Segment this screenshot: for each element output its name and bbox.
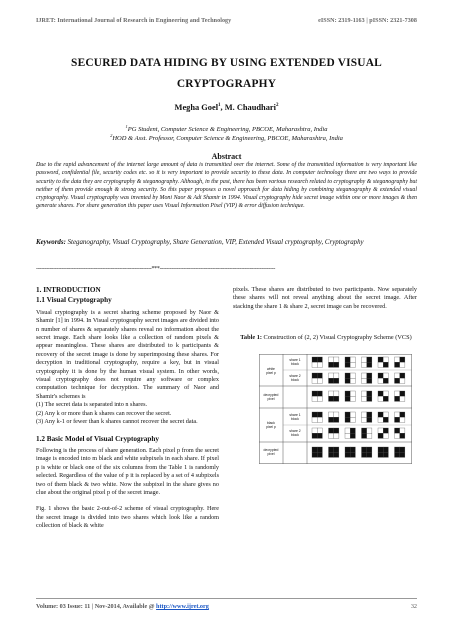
share1-block-top: block bbox=[291, 362, 299, 366]
subpixel bbox=[345, 362, 350, 367]
subpixel bbox=[395, 452, 400, 457]
section-separator: --------------------------------------------------------------------***-------------------------------------------------------------------- bbox=[36, 266, 276, 272]
subpixel bbox=[350, 391, 355, 396]
subpixel bbox=[312, 433, 317, 438]
subpixel bbox=[378, 428, 383, 433]
share2-label-bottom: share 2 bbox=[289, 429, 301, 433]
share1-label-bottom: share 1 bbox=[289, 413, 301, 417]
subpixel bbox=[334, 378, 339, 383]
subpixel bbox=[378, 433, 383, 438]
subpixel bbox=[350, 452, 355, 457]
vcs-table-figure bbox=[259, 354, 412, 464]
footer-rule bbox=[36, 598, 417, 599]
affiliation-1-sup: 1 bbox=[125, 124, 128, 129]
subpixel bbox=[383, 452, 388, 457]
subpixel bbox=[317, 452, 322, 457]
heading-basic-model: 1.2 Basic Model of Visual Cryptography bbox=[36, 434, 159, 443]
subpixel bbox=[312, 447, 317, 452]
subpixel bbox=[334, 391, 339, 396]
subpixel bbox=[312, 396, 317, 401]
abstract-heading: Abstract bbox=[211, 152, 242, 161]
subpixel bbox=[345, 428, 350, 433]
subpixel bbox=[334, 417, 339, 422]
subpixel bbox=[334, 433, 339, 438]
subpixel bbox=[317, 396, 322, 401]
subpixel bbox=[317, 417, 322, 422]
subpixel bbox=[367, 373, 372, 378]
subpixel bbox=[383, 447, 388, 452]
subpixel bbox=[383, 362, 388, 367]
paragraph-fig1: Fig. 1 shows the basic 2-out-of-2 scheme of visual cryptography. Here the secret image is divided into two shares which look like a random collection of black & white bbox=[36, 505, 219, 530]
subpixel bbox=[362, 433, 367, 438]
affiliation-1 bbox=[0, 124, 453, 133]
paper-title bbox=[40, 53, 413, 95]
share2-label-top: share 2 bbox=[289, 374, 301, 378]
title-line-2: CRYPTOGRAPHY bbox=[176, 78, 277, 90]
heading-visual-cryptography: 1.1 Visual Cryptography bbox=[36, 296, 112, 305]
subpixel bbox=[350, 433, 355, 438]
subpixel bbox=[334, 452, 339, 457]
author-2-sup: 2 bbox=[275, 103, 279, 109]
subpixel bbox=[334, 362, 339, 367]
black-pixel-label-2: pixel p bbox=[266, 425, 276, 429]
table-caption-text: Construction of (2, 2) Visual Cryptography Scheme (VCS) bbox=[261, 334, 412, 341]
subpixel bbox=[329, 433, 334, 438]
list-item-1: (1) The secret data is separated into n shares. bbox=[36, 401, 148, 409]
subpixel bbox=[367, 362, 372, 367]
subpixel bbox=[395, 391, 400, 396]
subpixel bbox=[378, 391, 383, 396]
subpixel bbox=[395, 373, 400, 378]
subpixel bbox=[362, 378, 367, 383]
subpixel bbox=[362, 452, 367, 457]
subpixel bbox=[400, 362, 405, 367]
subpixel bbox=[345, 357, 350, 362]
subpixel bbox=[345, 412, 350, 417]
table-caption-label: Table 1: bbox=[240, 334, 262, 341]
subpixel bbox=[350, 447, 355, 452]
subpixel bbox=[334, 412, 339, 417]
subpixel bbox=[329, 396, 334, 401]
subpixel bbox=[400, 396, 405, 401]
subpixel bbox=[317, 412, 322, 417]
subpixel bbox=[345, 452, 350, 457]
subpixel bbox=[383, 391, 388, 396]
subpixel bbox=[345, 417, 350, 422]
subpixel bbox=[317, 433, 322, 438]
subpixel bbox=[395, 396, 400, 401]
subpixel bbox=[378, 396, 383, 401]
subpixel bbox=[329, 373, 334, 378]
subpixel bbox=[362, 362, 367, 367]
subpixel bbox=[400, 433, 405, 438]
subpixel bbox=[329, 362, 334, 367]
subpixel bbox=[400, 428, 405, 433]
subpixel bbox=[378, 378, 383, 383]
subpixel bbox=[345, 373, 350, 378]
subpixel bbox=[395, 417, 400, 422]
author-1: Megha Goel bbox=[174, 103, 219, 112]
subpixel bbox=[317, 362, 322, 367]
paragraph-share-generation: Following is the process of share generation. Each pixel p from the secret image is encoded into m black and white subpixels in each share. If pixel p is white or black one of the six columns from the Table 1 is randomly selected. Regardless of the value of p it is replaced by a set of 4 subpixels two of them black & two white. Now the subpixel in the share gives no clue about the original pixel p of the secret image. bbox=[36, 446, 219, 496]
subpixel bbox=[312, 357, 317, 362]
subpixel bbox=[312, 417, 317, 422]
subpixel bbox=[362, 428, 367, 433]
subpixel bbox=[367, 357, 372, 362]
subpixel bbox=[395, 357, 400, 362]
subpixel bbox=[362, 373, 367, 378]
subpixel bbox=[362, 391, 367, 396]
subpixel bbox=[317, 428, 322, 433]
footer-volume: Volume: 03 Issue: 11 | Nov-2014, Available @ bbox=[36, 603, 157, 610]
subpixel bbox=[329, 428, 334, 433]
subpixel bbox=[400, 373, 405, 378]
keywords bbox=[36, 237, 417, 250]
subpixel bbox=[334, 357, 339, 362]
author-2: M. Chaudhari bbox=[224, 103, 276, 112]
subpixel bbox=[383, 428, 388, 433]
subpixel bbox=[329, 378, 334, 383]
subpixel bbox=[367, 391, 372, 396]
list-item-2: (2) Any k or more than k shares can recover the secret. bbox=[36, 409, 172, 417]
title-line-1: SECURED DATA HIDING BY USING EXTENDED VISUAL bbox=[71, 57, 382, 69]
subpixel bbox=[383, 357, 388, 362]
subpixel bbox=[312, 428, 317, 433]
subpixel bbox=[367, 452, 372, 457]
subpixel bbox=[395, 362, 400, 367]
subpixel bbox=[367, 417, 372, 422]
subpixel bbox=[345, 396, 350, 401]
subpixel bbox=[362, 447, 367, 452]
subpixel bbox=[350, 362, 355, 367]
subpixel bbox=[395, 433, 400, 438]
subpixel bbox=[400, 417, 405, 422]
subpixel bbox=[378, 412, 383, 417]
subpixel bbox=[317, 378, 322, 383]
subpixel bbox=[400, 357, 405, 362]
subpixel bbox=[312, 378, 317, 383]
subpixel bbox=[345, 433, 350, 438]
journal-name: IJRET: International Journal of Research in Engineering and Technology bbox=[36, 18, 232, 24]
issn-info: eISSN: 2319-1163 | pISSN: 2321-7308 bbox=[318, 18, 417, 24]
subpixel bbox=[378, 362, 383, 367]
subpixel bbox=[367, 412, 372, 417]
subpixel bbox=[345, 378, 350, 383]
authors bbox=[0, 103, 453, 112]
decrypted-label-bottom-1: decrypted bbox=[263, 448, 279, 452]
right-column-intro: pixels. These shares are distributed to two participants. Now separately these shares will not reveal anything about the secret image. After stacking the share 1 & share 2, secret image can be recovered. bbox=[233, 286, 417, 310]
subpixel bbox=[367, 447, 372, 452]
list-item-3: (3) Any k-1 or fewer than k shares cannot recover the secret data. bbox=[36, 418, 198, 426]
keywords-text: Steganography, Visual Cryptography, Share Generation, VIP, Extended Visual cryptography, Cryptography bbox=[65, 239, 364, 246]
white-pixel-label-2: pixel p bbox=[266, 371, 276, 375]
share2-block-bottom: block bbox=[291, 433, 299, 437]
subpixel bbox=[312, 452, 317, 457]
subpixel bbox=[345, 447, 350, 452]
subpixel bbox=[350, 412, 355, 417]
subpixel bbox=[350, 428, 355, 433]
subpixel bbox=[367, 428, 372, 433]
share1-label-top: share 1 bbox=[289, 358, 301, 362]
subpixel bbox=[395, 447, 400, 452]
black-pixel-label-1: black bbox=[267, 421, 275, 425]
affiliation-1-text: PG Student, Computer Science & Engineering, PBCOE, Maharashtra, India bbox=[127, 126, 328, 134]
subpixel bbox=[367, 378, 372, 383]
subpixel bbox=[395, 428, 400, 433]
keywords-label: Keywords: bbox=[36, 239, 66, 246]
subpixel bbox=[329, 412, 334, 417]
author-1-sup: 1 bbox=[218, 103, 221, 109]
decrypted-label-bottom-2: pixel bbox=[267, 452, 275, 456]
subpixel bbox=[312, 373, 317, 378]
subpixel bbox=[400, 412, 405, 417]
subpixel bbox=[395, 412, 400, 417]
subpixel bbox=[378, 452, 383, 457]
left-column bbox=[36, 286, 219, 531]
journal-link[interactable]: http://www.ijret.org bbox=[156, 603, 209, 610]
white-pixel-label-1: white bbox=[267, 367, 275, 371]
subpixel bbox=[400, 391, 405, 396]
subpixel-blocks bbox=[312, 357, 405, 457]
subpixel bbox=[334, 428, 339, 433]
subpixel bbox=[317, 391, 322, 396]
subpixel bbox=[350, 396, 355, 401]
subpixel bbox=[329, 417, 334, 422]
subpixel bbox=[378, 357, 383, 362]
heading-introduction: 1. INTRODUCTION bbox=[36, 286, 101, 294]
subpixel bbox=[378, 447, 383, 452]
subpixel bbox=[400, 447, 405, 452]
subpixel bbox=[378, 373, 383, 378]
subpixel bbox=[312, 362, 317, 367]
affiliation-2 bbox=[0, 133, 453, 142]
subpixel bbox=[334, 447, 339, 452]
subpixel bbox=[317, 373, 322, 378]
subpixel bbox=[362, 357, 367, 362]
page-footer bbox=[36, 603, 417, 610]
subpixel bbox=[350, 357, 355, 362]
subpixel bbox=[383, 433, 388, 438]
decrypted-label-top-1: decrypted bbox=[263, 393, 279, 397]
share2-block-top: block bbox=[291, 378, 299, 382]
subpixel bbox=[317, 447, 322, 452]
subpixel bbox=[350, 417, 355, 422]
subpixel bbox=[334, 396, 339, 401]
subpixel bbox=[350, 373, 355, 378]
subpixel bbox=[334, 373, 339, 378]
subpixel bbox=[329, 391, 334, 396]
subpixel bbox=[350, 378, 355, 383]
affiliation-2-text: HOD & Asst. Professor, Computer Science & Engineering, PBCOE, Maharashtra, India bbox=[112, 135, 343, 143]
subpixel bbox=[345, 391, 350, 396]
author-separator: , bbox=[220, 103, 225, 112]
decrypted-label-top-2: pixel bbox=[267, 397, 275, 401]
subpixel bbox=[312, 391, 317, 396]
table-caption bbox=[240, 334, 412, 342]
abstract-text: Due to the rapid advancement of the internet large amount of data is transmitted over the internet. Some of the transmitted information is very important like password, confidential file, security codes etc. so it is very important to provide security to these data. In computer technology there are two ways to provide security to the data they are cryptography & steganography. Although, in the past, there has been various research related to cryptography & steganography but neither of them provide enough & strong security. So this paper proposes a novel approach for data hiding by combining steganography & extended visual cryptography. Visual cryptography was invented by Moni Naor & Adi Shamir in 1994. Visual cryptography hide secret image within one or more images & then generate shares. For share generation this paper uses Visual Information Pixel (VIP) & error diffusion technique. bbox=[36, 162, 417, 210]
subpixel bbox=[400, 378, 405, 383]
subpixel bbox=[329, 452, 334, 457]
subpixel bbox=[383, 373, 388, 378]
subpixel bbox=[367, 433, 372, 438]
subpixel bbox=[329, 357, 334, 362]
subpixel bbox=[400, 452, 405, 457]
subpixel bbox=[362, 417, 367, 422]
running-header bbox=[36, 18, 417, 24]
subpixel bbox=[367, 396, 372, 401]
subpixel bbox=[378, 417, 383, 422]
subpixel bbox=[317, 357, 322, 362]
subpixel bbox=[383, 396, 388, 401]
subpixel bbox=[383, 417, 388, 422]
subpixel bbox=[395, 378, 400, 383]
paragraph-visual-cryptography: Visual cryptography is a secret sharing scheme proposed by Naor & Shamir [1] in 1994. In Visual cryptography secret images are divided into n number of shares & separately shares reveal no information about the secret image. Each share looks like a collection of random pixels & appear meaningless. These shares are distributed to k participants & recovery of the secret image is done by superimposing these shares. For decryption in traditional cryptography, require a key, but in visual cryptography it is done by the human visual system. In other words, visual cryptography does not require any software or complex computation technique for decryption. The summary of Naor and Shamir's schemes is bbox=[36, 308, 219, 400]
subpixel bbox=[383, 378, 388, 383]
subpixel bbox=[312, 412, 317, 417]
subpixel bbox=[329, 447, 334, 452]
affiliation-2-sup: 2 bbox=[110, 133, 113, 138]
subpixel bbox=[362, 396, 367, 401]
page-number: 32 bbox=[410, 603, 417, 610]
subpixel bbox=[383, 412, 388, 417]
share1-block-bottom: block bbox=[291, 417, 299, 421]
subpixel bbox=[362, 412, 367, 417]
